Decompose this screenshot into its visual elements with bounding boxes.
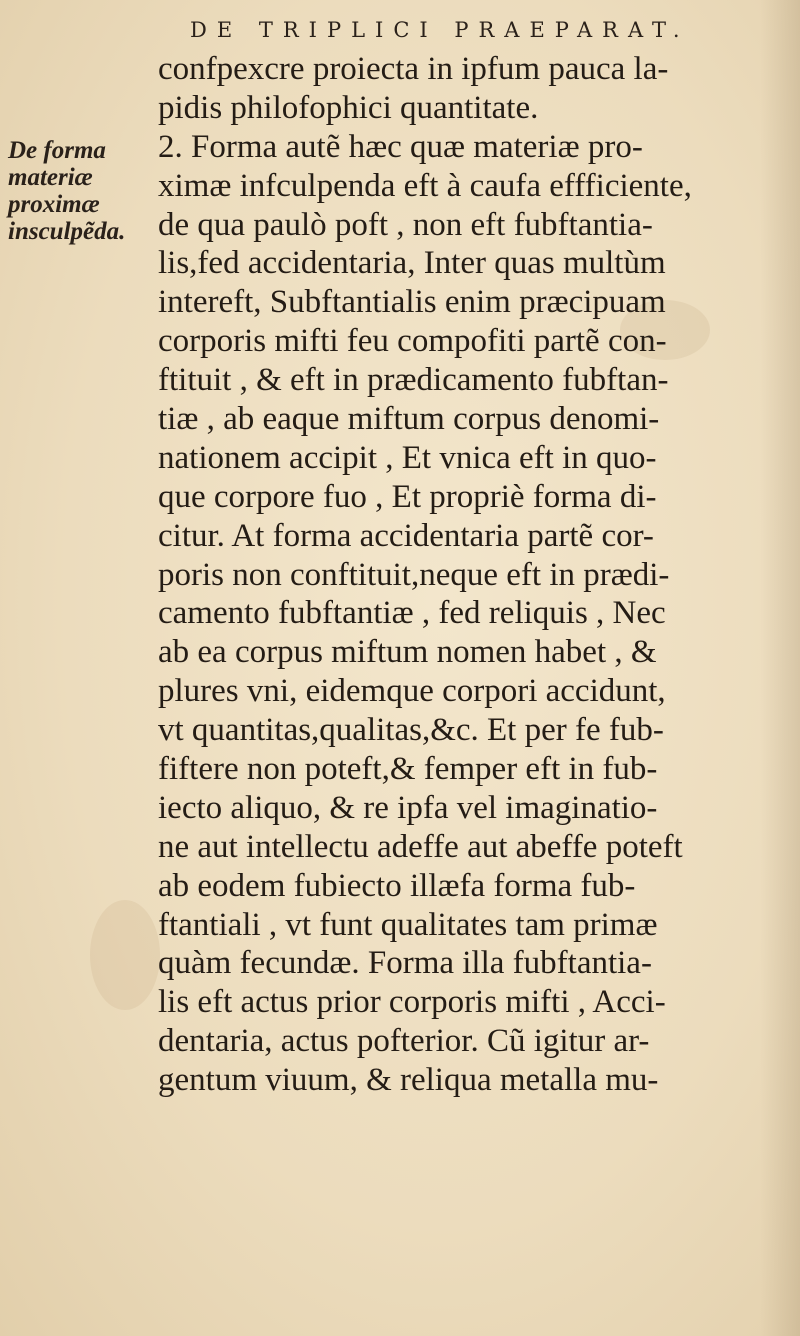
text-line: de qua paulò poft , non eft fubftantia- [158,206,653,243]
text-line: lis,fed accidentaria, Inter quas multùm [158,245,666,282]
margin-note-line: materiæ [8,164,93,191]
text-line: 2. Forma autẽ hæc quæ materiæ pro- [158,128,643,165]
text-line: intereft, Subftantialis enim præcipuam [158,284,666,321]
text-line: citur. At forma accidentaria partẽ cor- [158,517,654,554]
text-line: lis eft actus prior corporis mifti , Acci- [158,984,666,1021]
text-line: confpexcre proiecta in ipfum pauca la- [158,51,669,87]
text-line: corporis mifti feu compofiti partẽ con- [158,323,667,360]
text-line: fiftere non poteft,& femper eft in fub- [158,751,658,788]
text-line: ximæ infculpenda eft à caufa effficiente, [158,167,692,204]
text-line: nationem accipit , Et vnica eft in quo- [158,439,657,476]
text-line: ab ea corpus miftum nomen habet , & [158,634,657,671]
margin-note-line: De forma [8,137,106,164]
paper-stain [90,900,160,1010]
text-line: poris non conftituit,neque eft in prædi- [158,556,670,593]
margin-note-line: proximæ [8,191,100,218]
text-line: camento fubftantiæ , fed reliquis , Nec [158,595,666,632]
body-text [158,50,798,1100]
text-line: pidis philofophici quantitate. [158,89,539,126]
text-line: ab eodem fubiecto illæfa forma fub- [158,867,636,904]
text-line: plures vni, eidemque corpori accidunt, [158,673,666,710]
margin-note-line: insculpẽda. [8,218,126,245]
text-line: dentaria, actus pofterior. Cũ igitur ar- [158,1023,650,1060]
text-line: ftantiali , vt funt qualitates tam primæ [158,906,658,943]
text-line: ftituit , & eft in prædicamento fubftan- [158,362,669,399]
text-line: que corpore fuo , Et propriè forma di- [158,478,657,515]
text-line: tiæ , ab eaque miftum corpus denomi- [158,401,660,438]
text-line: quàm fecundæ. Forma illa fubftantia- [158,945,652,982]
text-line: ne aut intellectu adeffe aut abeffe poteft [158,828,683,865]
text-line: vt quantitas,qualitas,&c. Et per fe fub- [158,712,664,749]
text-line: gentum viuum, & reliqua metalla mu- [158,1062,659,1099]
running-head: DE TRIPLICI PRAEPARAT. [190,18,690,42]
margin-note [8,137,168,245]
text-line: iecto aliquo, & re ipfa vel imaginatio- [158,789,658,826]
